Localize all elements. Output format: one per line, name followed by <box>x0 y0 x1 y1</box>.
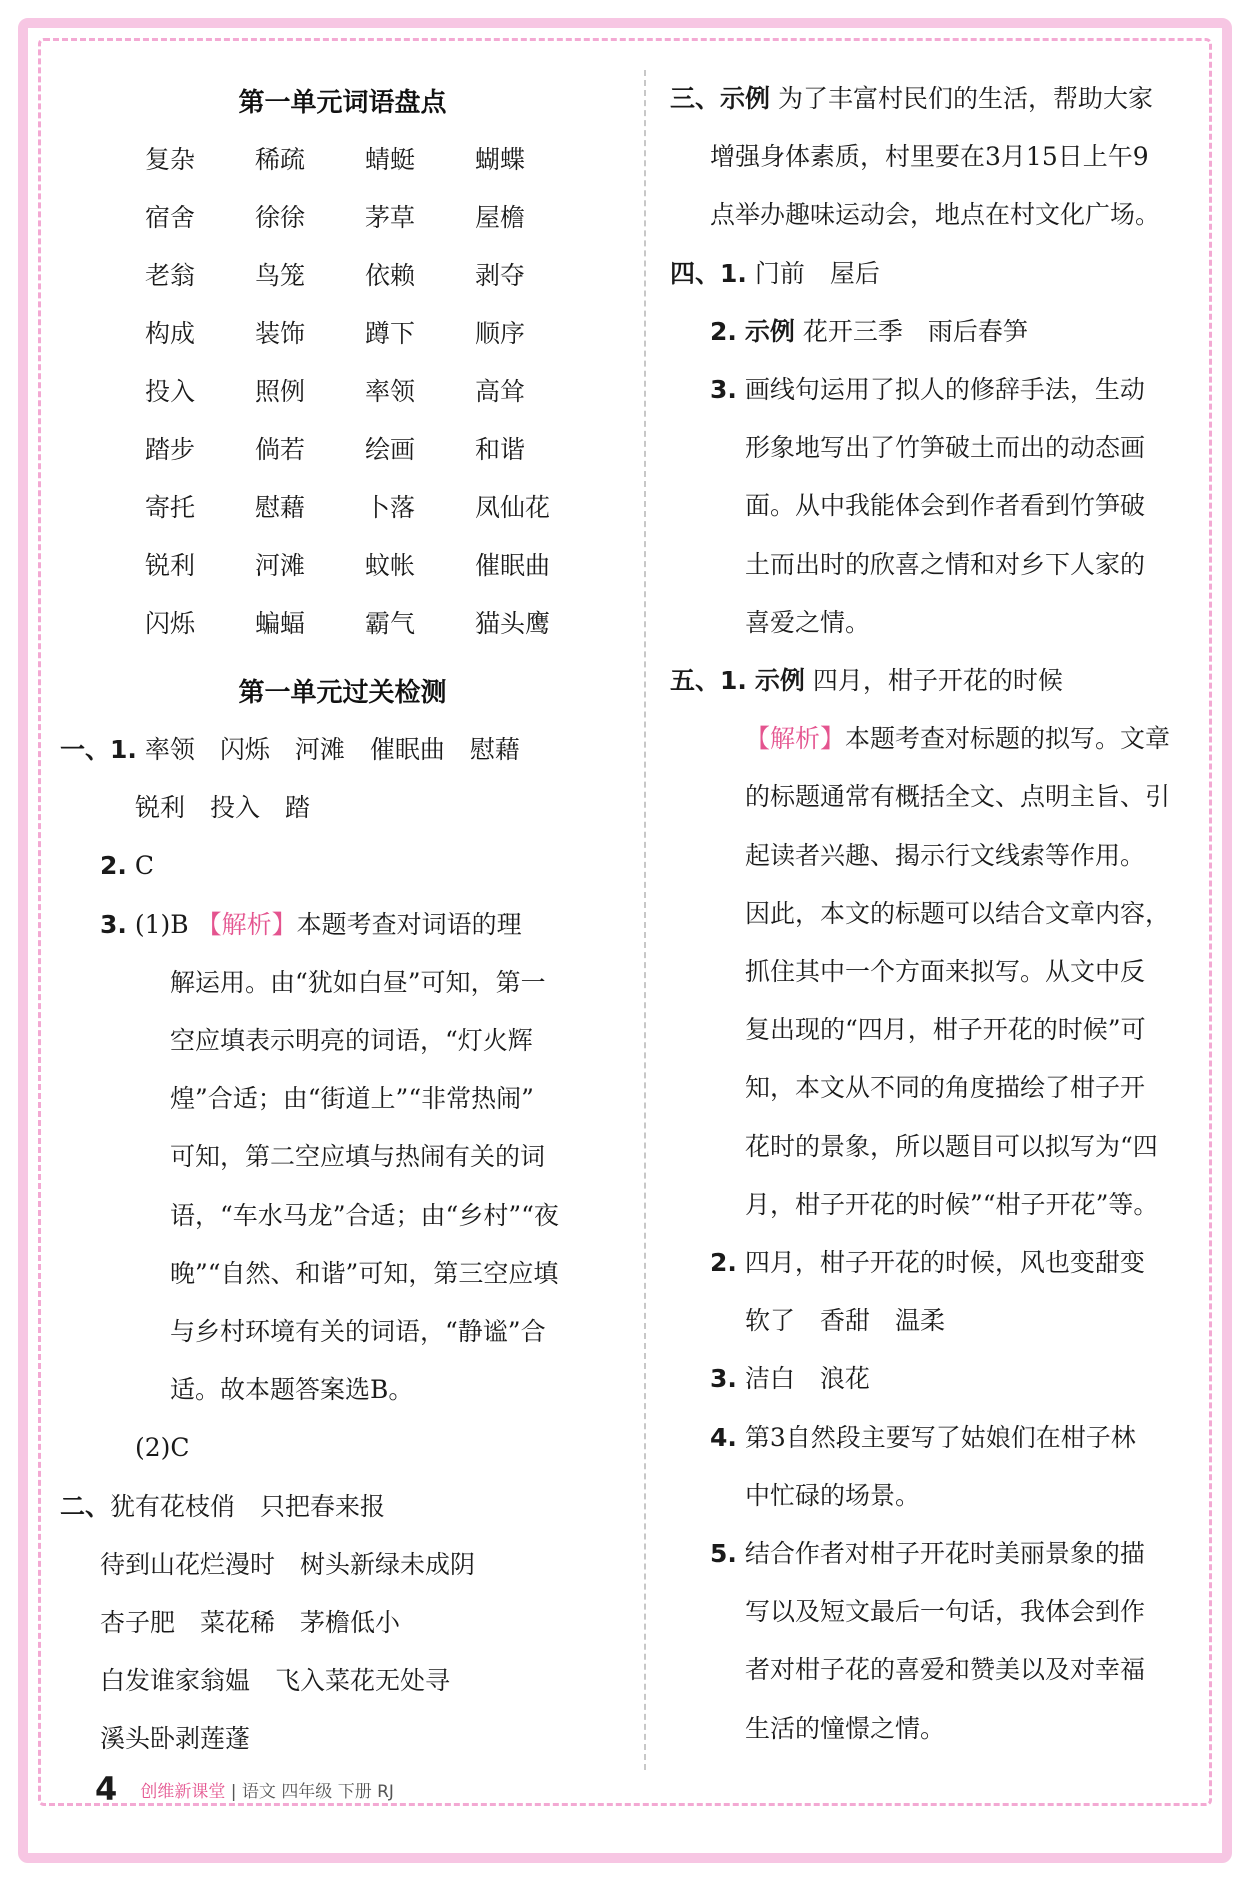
s4-q3-number: 3. <box>710 375 737 405</box>
left-column <box>60 70 625 1769</box>
s5-q5-line: 写以及短文最后一句话，我体会到作 <box>745 1597 1146 1627</box>
s1-q3-analysis-line: 可知，第二空应填与热闹有关的词 <box>170 1142 546 1172</box>
vocab-word: 闪烁 <box>145 609 196 638</box>
s1-q3-analysis-line: 晚”“自然、和谐”可知，第三空应填 <box>170 1258 559 1288</box>
vocab-word: 率领 <box>365 377 416 406</box>
analysis-tag: 【解析】 <box>745 724 846 754</box>
vocab-word: 构成 <box>145 319 196 348</box>
s5-q1-analysis-line: 本题考查对标题的拟写。文章 <box>845 724 1171 754</box>
answer-page <box>60 70 1190 1790</box>
vocab-word: 蝙蝠 <box>255 609 306 638</box>
vocab-word: 倘若 <box>255 435 306 464</box>
s1-q3-analysis-line: 与乡村环境有关的词语，“静谧”合 <box>170 1317 546 1347</box>
s1-q1-line2: 锐利 投入 踏 <box>135 793 311 823</box>
vocab-word: 慰藉 <box>255 493 306 522</box>
test-heading: 第一单元过关检测 <box>238 678 447 708</box>
s5-q2-number: 2. <box>710 1248 737 1278</box>
section-1-label: 一、1. <box>60 735 137 764</box>
footer-subject: 语文 <box>241 1781 276 1802</box>
vocab-word: 催眠曲 <box>475 551 551 580</box>
vocab-word: 霸气 <box>365 609 416 638</box>
s4-q3-line: 形象地写出了竹笋破土而出的动态画 <box>745 433 1146 463</box>
vocab-word: 照例 <box>255 377 306 406</box>
s1-q3-analysis-line: 空应填表示明亮的词语，“灯火辉 <box>170 1026 533 1056</box>
s5-q3-number: 3. <box>710 1364 737 1394</box>
vocab-word: 宿舍 <box>145 203 196 232</box>
vocab-word: 高耸 <box>475 377 526 406</box>
vocab-word: 顺序 <box>475 319 526 348</box>
s5-q1-analysis-line: 的标题通常有概括全文、点明主旨、引 <box>745 782 1171 812</box>
s3-example-label: 示例 <box>720 84 771 113</box>
s5-q1-analysis-line: 花时的景象，所以题目可以拟写为“四 <box>745 1131 1158 1161</box>
section-3-label: 三、 <box>670 84 721 113</box>
section-4 <box>670 245 1190 652</box>
s4-q3-line: 喜爱之情。 <box>745 607 871 637</box>
s1-q3-analysis-line: 语，“车水马龙”合适；由“乡村”“夜 <box>170 1200 559 1230</box>
footer-divider: | <box>230 1781 237 1802</box>
s1-q3-analysis-line: 本题考查对词语的理 <box>296 909 522 939</box>
s1-q2-number: 2. <box>100 851 127 881</box>
footer-volume: 下册 <box>337 1781 372 1802</box>
vocab-word: 投入 <box>145 377 196 406</box>
s1-q3-answer-1: (1)B <box>134 909 189 939</box>
s1-q3-analysis-line: 适。故本题答案选B。 <box>170 1375 414 1405</box>
footer-edition: RJ <box>377 1781 394 1802</box>
vocab-word: 蜻蜓 <box>365 145 416 174</box>
s2-line: 杏子肥 菜花稀 茅檐低小 <box>100 1608 401 1638</box>
s5-example-label: 示例 <box>754 666 805 696</box>
s5-q1-analysis-line: 月，柑子开花的时候”“柑子开花”等。 <box>745 1189 1159 1219</box>
s5-q5-line: 结合作者对柑子开花时美丽景象的描 <box>744 1539 1145 1569</box>
s4-q1-answer: 门前 屋后 <box>754 258 880 288</box>
s1-q3-number: 3. <box>100 909 127 939</box>
vocab-word: 河滩 <box>255 551 306 580</box>
s4-q3-line: 面。从中我能体会到作者看到竹笋破 <box>745 491 1146 521</box>
page-number: 4 <box>95 1770 118 1808</box>
vocab-word-grid <box>145 131 625 653</box>
vocab-word: 茅草 <box>365 203 416 232</box>
s2-line: 犹有花枝俏 只把春来报 <box>110 1491 386 1521</box>
s4-q2-answer: 花开三季 雨后春笋 <box>802 316 1028 346</box>
s5-q5-line: 者对柑子花的喜爱和赞美以及对幸福 <box>745 1655 1146 1685</box>
s2-line: 溪头卧剥莲蓬 <box>100 1724 251 1754</box>
s5-q5-number: 5. <box>710 1539 737 1569</box>
vocab-word: 绘画 <box>365 435 416 464</box>
section-1 <box>60 721 625 1478</box>
s5-q1-analysis-line: 抓住其中一个方面来拟写。从文中反 <box>745 957 1146 987</box>
s5-q5-line: 生活的憧憬之情。 <box>745 1713 946 1743</box>
vocab-word: 猫头鹰 <box>475 609 551 638</box>
section-5 <box>670 652 1190 1758</box>
footer-book-info <box>140 1782 394 1802</box>
section-2-label: 二、 <box>60 1491 111 1521</box>
right-column <box>670 70 1190 1758</box>
vocab-word: 复杂 <box>145 145 196 174</box>
vocab-word: 卜落 <box>365 493 416 522</box>
analysis-tag: 【解析】 <box>196 909 297 939</box>
vocab-word: 徐徐 <box>255 203 306 232</box>
s5-q1-answer: 四月，柑子开花的时候 <box>812 666 1063 696</box>
section-2 <box>60 1478 625 1769</box>
vocab-word: 寄托 <box>145 493 196 522</box>
section-3 <box>670 70 1190 245</box>
vocab-word: 蚊帐 <box>365 551 416 580</box>
vocab-word: 凤仙花 <box>475 493 551 522</box>
s4-q2-number: 2. <box>710 316 737 346</box>
vocab-word: 依赖 <box>365 261 416 290</box>
vocab-word: 装饰 <box>255 319 306 348</box>
vocab-word: 鸟笼 <box>255 261 306 290</box>
s1-q3-analysis-line: 解运用。由“犹如白昼”可知，第一 <box>170 967 546 997</box>
vocab-word: 屋檐 <box>475 203 526 232</box>
s4-q3-line: 土而出时的欣喜之情和对乡下人家的 <box>745 549 1146 579</box>
s1-q3-answer-2: (2)C <box>135 1433 190 1463</box>
section-4-label: 四、1. <box>670 258 747 288</box>
vocab-word: 蹲下 <box>365 319 416 348</box>
s4-q2-example-label: 示例 <box>744 316 795 346</box>
s2-line: 白发谁家翁媪 飞入菜花无处寻 <box>100 1666 451 1696</box>
s5-q1-analysis-line: 知，本文从不同的角度描绘了柑子开 <box>745 1073 1146 1103</box>
s5-q2-line: 软了 香甜 温柔 <box>745 1306 946 1336</box>
footer-brand: 创维新课堂 <box>140 1781 226 1802</box>
s1-q2-answer: C <box>134 851 154 881</box>
s3-line: 为了丰富村民们的生活，帮助大家 <box>777 84 1153 113</box>
s1-q1-line1: 率领 闪烁 河滩 催眠曲 慰藉 <box>144 735 520 764</box>
s4-q3-line: 画线句运用了拟人的修辞手法，生动 <box>744 375 1145 405</box>
vocab-word: 踏步 <box>145 435 196 464</box>
section-5-label: 五、1. <box>670 666 747 696</box>
vocab-word: 稀疏 <box>255 145 306 174</box>
s5-q4-number: 4. <box>710 1422 737 1452</box>
column-divider <box>644 70 646 1770</box>
s3-line: 增强身体素质，村里要在3月15日上午9 <box>710 142 1149 172</box>
vocab-word: 和谐 <box>475 435 526 464</box>
s5-q4-line: 中忙碌的场景。 <box>745 1480 921 1510</box>
footer-grade: 四年级 <box>281 1781 333 1802</box>
page-footer <box>95 1770 394 1808</box>
vocab-word: 老翁 <box>145 261 196 290</box>
s5-q1-analysis-line: 因此，本文的标题可以结合文章内容， <box>745 898 1171 928</box>
vocab-word: 锐利 <box>145 551 196 580</box>
vocab-word: 剥夺 <box>475 261 526 290</box>
s2-line: 待到山花烂漫时 树头新绿未成阴 <box>100 1549 476 1579</box>
vocab-word: 蝴蝶 <box>475 145 526 174</box>
s5-q1-analysis-line: 复出现的“四月，柑子开花的时候”可 <box>745 1015 1146 1045</box>
s1-q3-analysis-line: 煌”合适；由“街道上”“非常热闹” <box>170 1084 534 1114</box>
s5-q1-analysis-line: 起读者兴趣、揭示行文线索等作用。 <box>745 840 1146 870</box>
vocab-heading: 第一单元词语盘点 <box>238 88 447 118</box>
s5-q4-line: 第3自然段主要写了姑娘们在柑子林 <box>744 1422 1136 1452</box>
s3-line: 点举办趣味运动会，地点在村文化广场。 <box>710 200 1161 230</box>
s5-q2-line: 四月，柑子开花的时候，风也变甜变 <box>744 1248 1145 1278</box>
s5-q3-answer: 洁白 浪花 <box>744 1364 870 1394</box>
